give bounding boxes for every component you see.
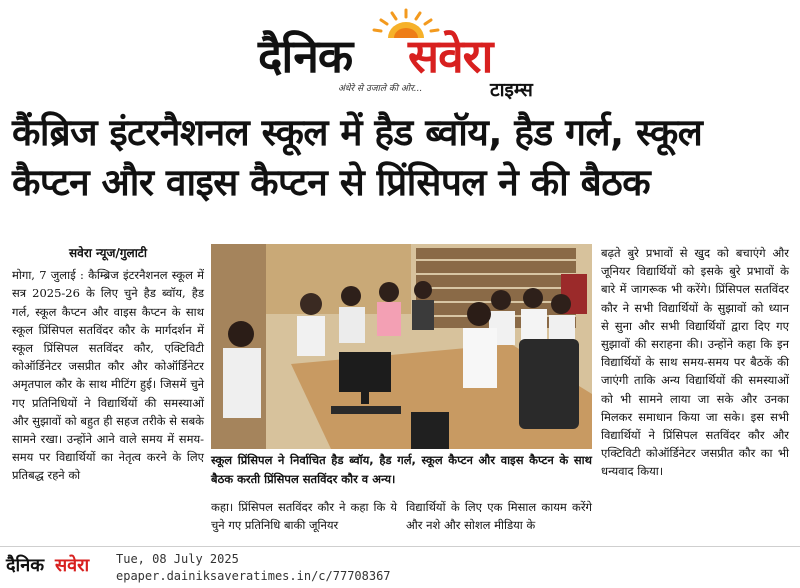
article-column-middle-2: विद्यार्थियों के लिए एक मिसाल कायम करेंगे और नशे और सोशल मीडिया के — [406, 500, 592, 533]
byline: सवेरा न्यूज/गुलाटी — [69, 246, 147, 260]
publication-date: Tue, 08 July 2025 — [116, 552, 239, 566]
epaper-url-link[interactable]: epaper.dainiksaveratimes.in/c/77708367 — [116, 569, 391, 583]
newspaper-logo[interactable] — [258, 8, 558, 101]
footer-brand-dainik: दैनिक — [6, 555, 45, 576]
headline-line-1: कैंब्रिज इंटरनैशनल स्कूल में हैड ब्वॉय, हैड गर्ल, स्कूल — [12, 111, 703, 154]
column-left-text: मोगा, 7 जुलाई : कैम्ब्रिज इंटरनैशनल स्कूल में सत्र 2025-26 के लिए चुने हैड ब्वॉय, हैड गर्ल, स्कूल कैप्टन और वाइस कैप्टन के साथ स्कूल प्रिंसिपल सतविंदर कौर के मार्गदर्शन में स्कूल प्रिंसिपल सतविंदर कौर, एक्टिविटी कोऑर्डिनेटर जसप्रीत कौर और कोऑर्डिनेटर अमृतपाल कौर के साथ मीटिंग हुई। जिसमें चुने गए प्रतिनिधियों ने विद्यार्थियों की समस्याओं और सुझावों को बहुत ही सहज तरीके से सबके सामने रखा। उन्होंने आने वाले समय में समय-समय पर विद्यार्थियों का नेतृत्व करने के लिए प्रतिबद्ध रहने को — [12, 268, 204, 483]
epaper-footer — [0, 546, 800, 588]
footer-brand-savera: सवेरा — [55, 555, 90, 576]
article-column-left — [12, 244, 204, 485]
article-headline — [12, 108, 792, 208]
masthead — [0, 0, 800, 104]
photo-caption: स्कूल प्रिंसिपल ने निर्वाचित हैड ब्वॉय, हैड गर्ल, स्कूल कैप्टन और वाइस कैप्टन के साथ बैठक करती प्रिंसिपल सतविंदर कौर व अन्य। — [211, 453, 592, 486]
article-column-right: बढ़ते बुरे प्रभावों से खुद को बचाएंगे और जूनियर विद्यार्थियों को इसके बुरे प्रभावों के बारे में जागरूक भी करेंगे। प्रिंसिपल सतविंदर कौर ने सभी विद्यार्थियों के सुझावों को ध्यान से सुना और सभी विद्यार्थियों द्वारा दिए गए सुझावों की सराहना की। उन्होंने कहा कि इन विद्यार्थियों के साथ समय-समय पर बैठकें की जाएंगी ताकि अन्य विद्यार्थियों की समस्याओं को भी सामने लाया जा सके और उनका मिलकर समाधान किया जा सके। इस सभी विद्यार्थियों ने प्रिंसिपल सतविंदर कौर और एक्टिविटी कोऑर्डिनेटर जसप्रीत कौर का भी धन्यवाद किया। — [601, 246, 789, 479]
brand-dainik: दैनिक — [258, 29, 353, 83]
headline-line-2: कैप्टन और वाइस कैप्टन से प्रिंसिपल ने की बैठक — [12, 161, 651, 204]
brand-savera: सवेरा — [408, 29, 493, 83]
brand-times: टाइम्स — [490, 79, 533, 101]
meeting-photo-illustration — [211, 244, 592, 449]
brand-tagline: अंधेरे से उजाले की ओर... — [338, 84, 423, 94]
article-photo — [211, 244, 592, 449]
article-column-middle-1: कहा। प्रिंसिपल सतविंदर कौर ने कहा कि ये चुने गए प्रतिनिधि बाकी जूनियर — [211, 500, 397, 533]
